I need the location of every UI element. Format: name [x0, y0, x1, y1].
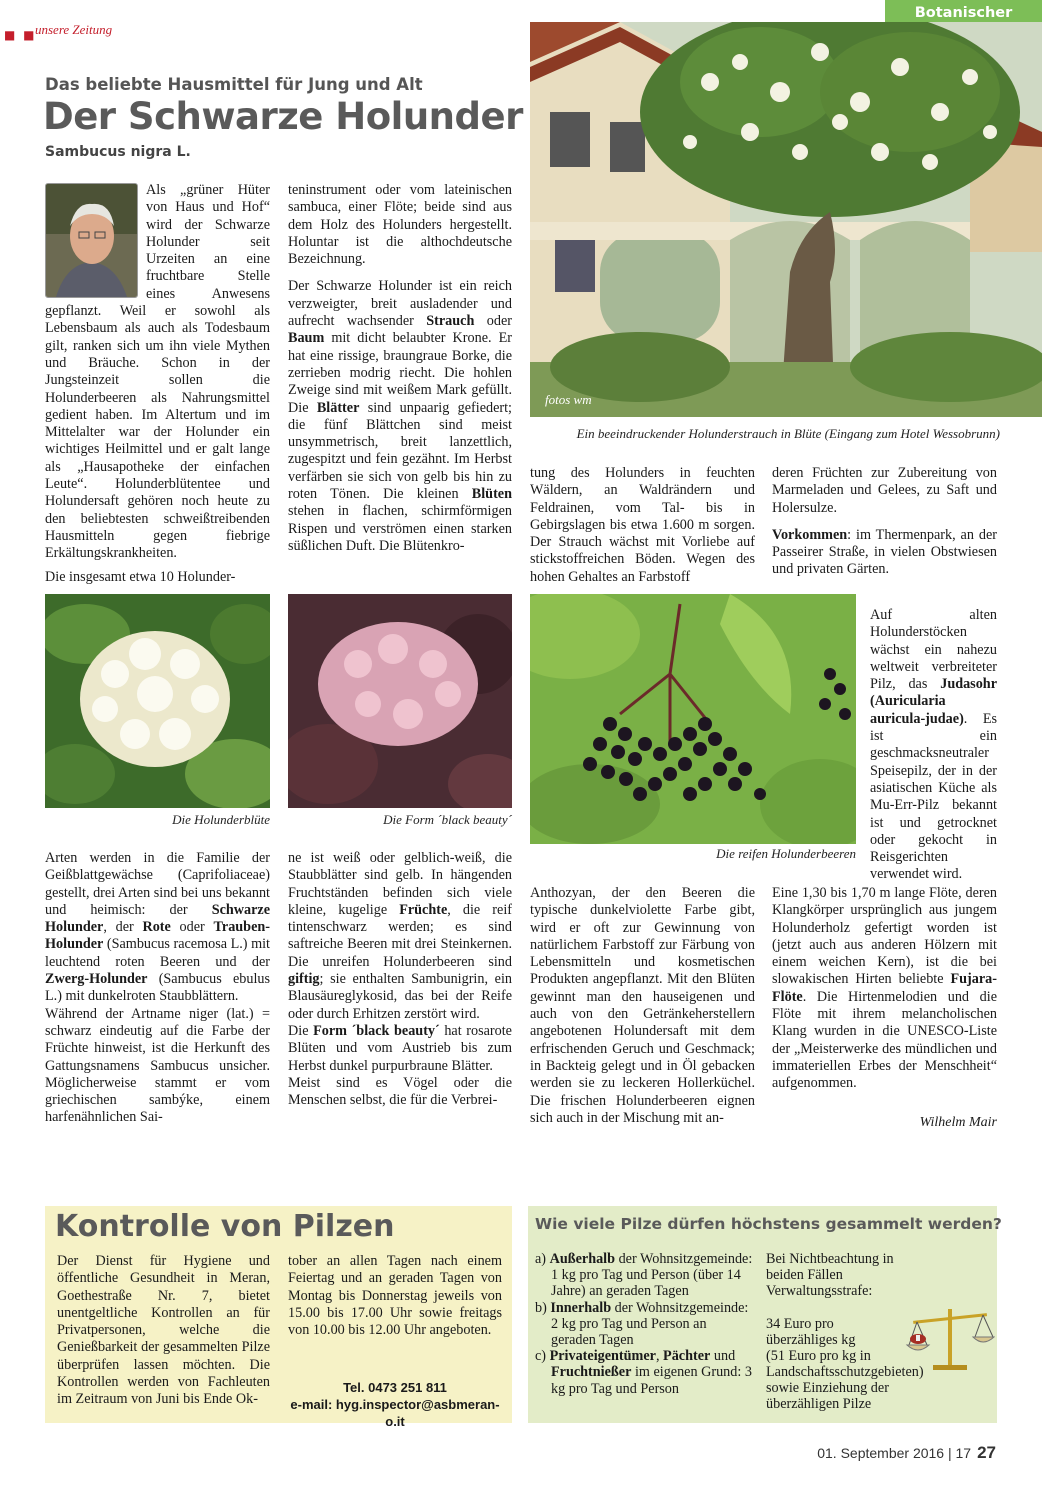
- article-author: Wilhelm Mair: [919, 1115, 997, 1130]
- penalty-intro: Bei Nichtbeachtung in beiden Fällen Verwaltungsstrafe:: [766, 1251, 894, 1299]
- col4-vorkommen: Vorkommen: im Thermenpark, an der Passeirer Straße, in vielen Obstwiesen und privaten Gärten.: [772, 526, 997, 578]
- photo-elder-berries: [530, 594, 856, 844]
- penalty-2: (51 Euro pro kg in Landschaftsschutzgebieten): [766, 1348, 924, 1380]
- article-latin-name: Sambucus nigra L.: [45, 144, 191, 160]
- article-col1-bottom: [45, 850, 270, 1127]
- col2-para-2: Der Schwarze Holunder ist ein reich verzweigter, breit ausladender und aufrecht wachsender Strauch oder Baum mit dicht belaubter Krone. Er hat eine rissige, braungraue Borke, die zerrieben modrig riecht. Die hohlen Zweige sind mit weißem Mark gefüllt. Die Blätter sind unpaarig gefiedert; die fünf Blättchen sind meist unsymmetrisch, breit lanzettlich, zugespitzt und fein gezähnt. Im Herbst verfärben sie sich von gelb bis hin zu roten Tönen. Die kleinen Blüten stehen in flachen, schirmförmigen Rispen und verströmen einen starken süßlichen Duft. Die Blütenkro-: [288, 278, 512, 554]
- pilze-rules: [535, 1251, 755, 1397]
- kontrolle-contact: [288, 1379, 502, 1430]
- main-photo-elder-tree: [530, 22, 1042, 417]
- section-line-1: Botanischer: [914, 5, 1013, 21]
- article-col4-mid: [772, 465, 997, 589]
- article-col4-pilz: Auf alten Holunderstöcken wächst ein nahezu weltweit verbreiteter Pilz, das Judasohr (Auricularia auricula-judae). Es ist ein geschmacksneutraler Speisepilz, der in der asiatischen Küche als Mu-Err-Pilz bekannt ist und getrocknet oder gekocht in Reisgerichten verwendet wird.: [870, 607, 997, 883]
- contact-phone: Tel. 0473 251 811: [343, 1380, 447, 1395]
- scale-icon: [905, 1303, 995, 1373]
- rule-a: a) Außerhalb der Wohnsitzgemeinde: 1 kg pro Tag und Person (über 14 Jahre) an geraden Tagen: [535, 1251, 753, 1300]
- beauty-caption: Die Form ´black beauty´: [383, 812, 512, 827]
- main-photo-caption: Ein beeindruckender Holunderstrauch in Blüte (Eingang zum Hotel Wessobrunn): [576, 426, 1000, 441]
- photo-black-beauty: [288, 594, 512, 808]
- col2-bottom-para-3: Meist sind es Vögel oder die Menschen selbst, die für die Verbrei-: [288, 1074, 512, 1109]
- main-photo-credit: fotos wm: [545, 392, 592, 407]
- kontrolle-col1: Der Dienst für Hygiene und öffentliche Gesundheit in Meran, Goethestraße Nr. 7, bietet unentgeltliche Kontrollen an für Privatpersonen, welche die Genießbarkeit der gesammelten Pilze überprüfen lassen möchten. Die Kontrollen werden von Fachleuten im Zeitraum von Juni bis Ende Ok-: [57, 1253, 270, 1408]
- footer-date: 01. September 2016 | 17: [817, 1445, 972, 1461]
- masthead-marks: ■ ■: [4, 28, 37, 42]
- penalty-1: 34 Euro pro überzähliges kg: [766, 1316, 856, 1348]
- article-col3-bottom: Anthozyan, der den Beeren die typische dunkelviolette Farbe gibt, wird er oft zur Gewinnung von natürlichem Farbstoff zur Färbung von Lebensmitteln und kosmetischen Produkten angepflanzt. Mit den Blüten gewinnt man den hauseigenen und auch von den Getränkeherstellern angebotenen Holundersaft mit dem erfrischenden Geruch und Geschmack; in Backteig gelegt und in Öl gebacken werden sie zu leckeren Hollerküchel. Die frischen Holunderbeeren eignen sich auch in der Mischung mit an-: [530, 885, 755, 1126]
- penalty-3: sowie Einziehung der überzähligen Pilze: [766, 1380, 889, 1412]
- col1-bottom-para-2: Während der Artname niger (lat.) = schwarz eindeutig auf die Farbe der Früchte hinweist, ist die Herkunft des Gattungsnamens Sambucus unsicher. Möglicherweise stammt er vom griechischen sambýke, einem harfenähnlichen Sai-: [45, 1005, 270, 1126]
- col2-bottom-para-2: Die Form ´black beauty´ hat rosarote Blüten und vom Austrieb bis zum Herbst dunkel purpurbraune Blätter.: [288, 1022, 512, 1074]
- masthead-name: unsere Zeitung: [35, 22, 113, 37]
- kontrolle-title: Kontrolle von Pilzen: [55, 1209, 395, 1244]
- bloom-caption: Die Holunderblüte: [172, 812, 270, 827]
- article-kicker: Das beliebte Hausmittel für Jung und Alt: [45, 75, 423, 94]
- article-col4-bottom: Eine 1,30 bis 1,70 m lange Flöte, deren Klangkörper ursprünglich aus jungem Holunderholz gefertigt worden ist (jetzt auch aus anderen Hölzern mit einem weichen Kern), ist die bei slowakischen Hirten beliebte Fujara-Flöte. Die Hirtenmelodien und die Flöte mit ihrem melancholischen Klang wurden in die UNESCO-Liste der „Meisterwerke des mündlichen und immateriellen Erbes der Menschheit“ aufgenommen.: [772, 885, 997, 1092]
- col2-bottom-para-1: ne ist weiß oder gelblich-weiß, die Staubblätter sind gelb. In hängenden Fruchtständen befinden sich viele kleine, kugelige Früchte, die reif tintenschwarz werden; es sind saftreiche Beeren mit drei Steinkernen. Die unreifen Holunderbeeren sind giftig; sie enthalten Sambunigrin, ein Blausäureglykosid, das bei der Reife oder durch Erhitzen zerstört wird.: [288, 850, 512, 1022]
- berries-caption: Die reifen Holunderbeeren: [716, 846, 856, 861]
- article-col1-text: Als „grüner Hüter von Haus und Hof“ wird der Schwarze Holunder seit Urzeiten an eine fruchtbare Stelle eines Anwesens gepflanzt. Weil er sowohl als Lebensbaum als auch als Todesbaum gilt, ranken sich um ihn viele Mythen und Bräuche. Schon in der Jungsteinzeit sollen die Holunderbeeren als Nahrungsmittel gedient haben. Im Altertum und im Mittelalter war der Holunder ein wichtiges Heilmittel und er galt lange als „Hausapotheke der einfachen Leute“. Holunderblütentee und Holundersaft gehören noch heute zu den beliebtesten schweißtreibenden Hausmitteln gegen fiebrige Erkältungskrankheiten.: [45, 182, 270, 562]
- col2-para-1: teninstrument oder vom lateinischen sambuca, einer Flöte; beide sind aus dem Holz des Holunders hergestellt. Holuntar ist die althochdeutsche Bezeichnung.: [288, 182, 512, 268]
- article-col3-mid: tung des Holunders in feuchten Wäldern, an Waldrändern und Feldrainen, vom Tal- bis in Gebirgslagen bis etwa 1.600 m sorgen. Der Strauch wächst mit Vorliebe auf stickstoffreichen Böden. Wegen des hohen Gehaltes an Farbstoff: [530, 465, 755, 585]
- kontrolle-col2: tober an allen Tagen nach einem Feiertag und an geraden Tagen von Montag bis Donnerstag jeweils von 15.00 bis 17.00 Uhr sowie freitags von 10.00 bis 12.00 Uhr angeboten.: [288, 1253, 502, 1339]
- pilze-title: Wie viele Pilze dürfen höchstens gesammelt werden?: [535, 1215, 1002, 1233]
- contact-email[interactable]: e-mail: hyg.inspector@asbmeran-o.it: [290, 1397, 500, 1429]
- article-title: Der Schwarze Holunder: [43, 95, 523, 138]
- article-col2-bottom: [288, 850, 512, 1109]
- article-col1-flow: [45, 182, 270, 586]
- page-number: 27: [977, 1443, 996, 1462]
- portrait-spacer: [45, 182, 146, 303]
- pilze-penalty: [766, 1251, 926, 1412]
- col4-para-1: deren Früchten zur Zubereitung von Marmeladen und Gelees, zu Saft und Holersulze.: [772, 465, 997, 516]
- photo-elder-blossom: [45, 594, 270, 808]
- page-footer: [817, 1443, 996, 1463]
- col1-bottom-para-1: Arten werden in die Familie der Geißblattgewächse (Caprifoliaceae) gestellt, drei Arten sind bei uns bekannt und heimisch: der Schwarze Holunder, der Rote oder Trauben-Holunder (Sambucus racemosa L.) mit leuchtend roten Beeren und der Zwerg-Holunder (Sambucus ebulus L.) mit dunkelroten Staubblättern.: [45, 850, 270, 1005]
- rule-b: b) Innerhalb der Wohnsitzgemeinde: 2 kg pro Tag und Person an geraden Tagen: [535, 1299, 749, 1349]
- article-col2-top: [288, 182, 512, 565]
- rule-c: c) Privateigentümer, Pächter und Fruchtnießer im eigenen Grund: 3 kg pro Tag und Person: [535, 1348, 752, 1397]
- article-col1-continue: Die insgesamt etwa 10 Holunder-: [45, 569, 236, 585]
